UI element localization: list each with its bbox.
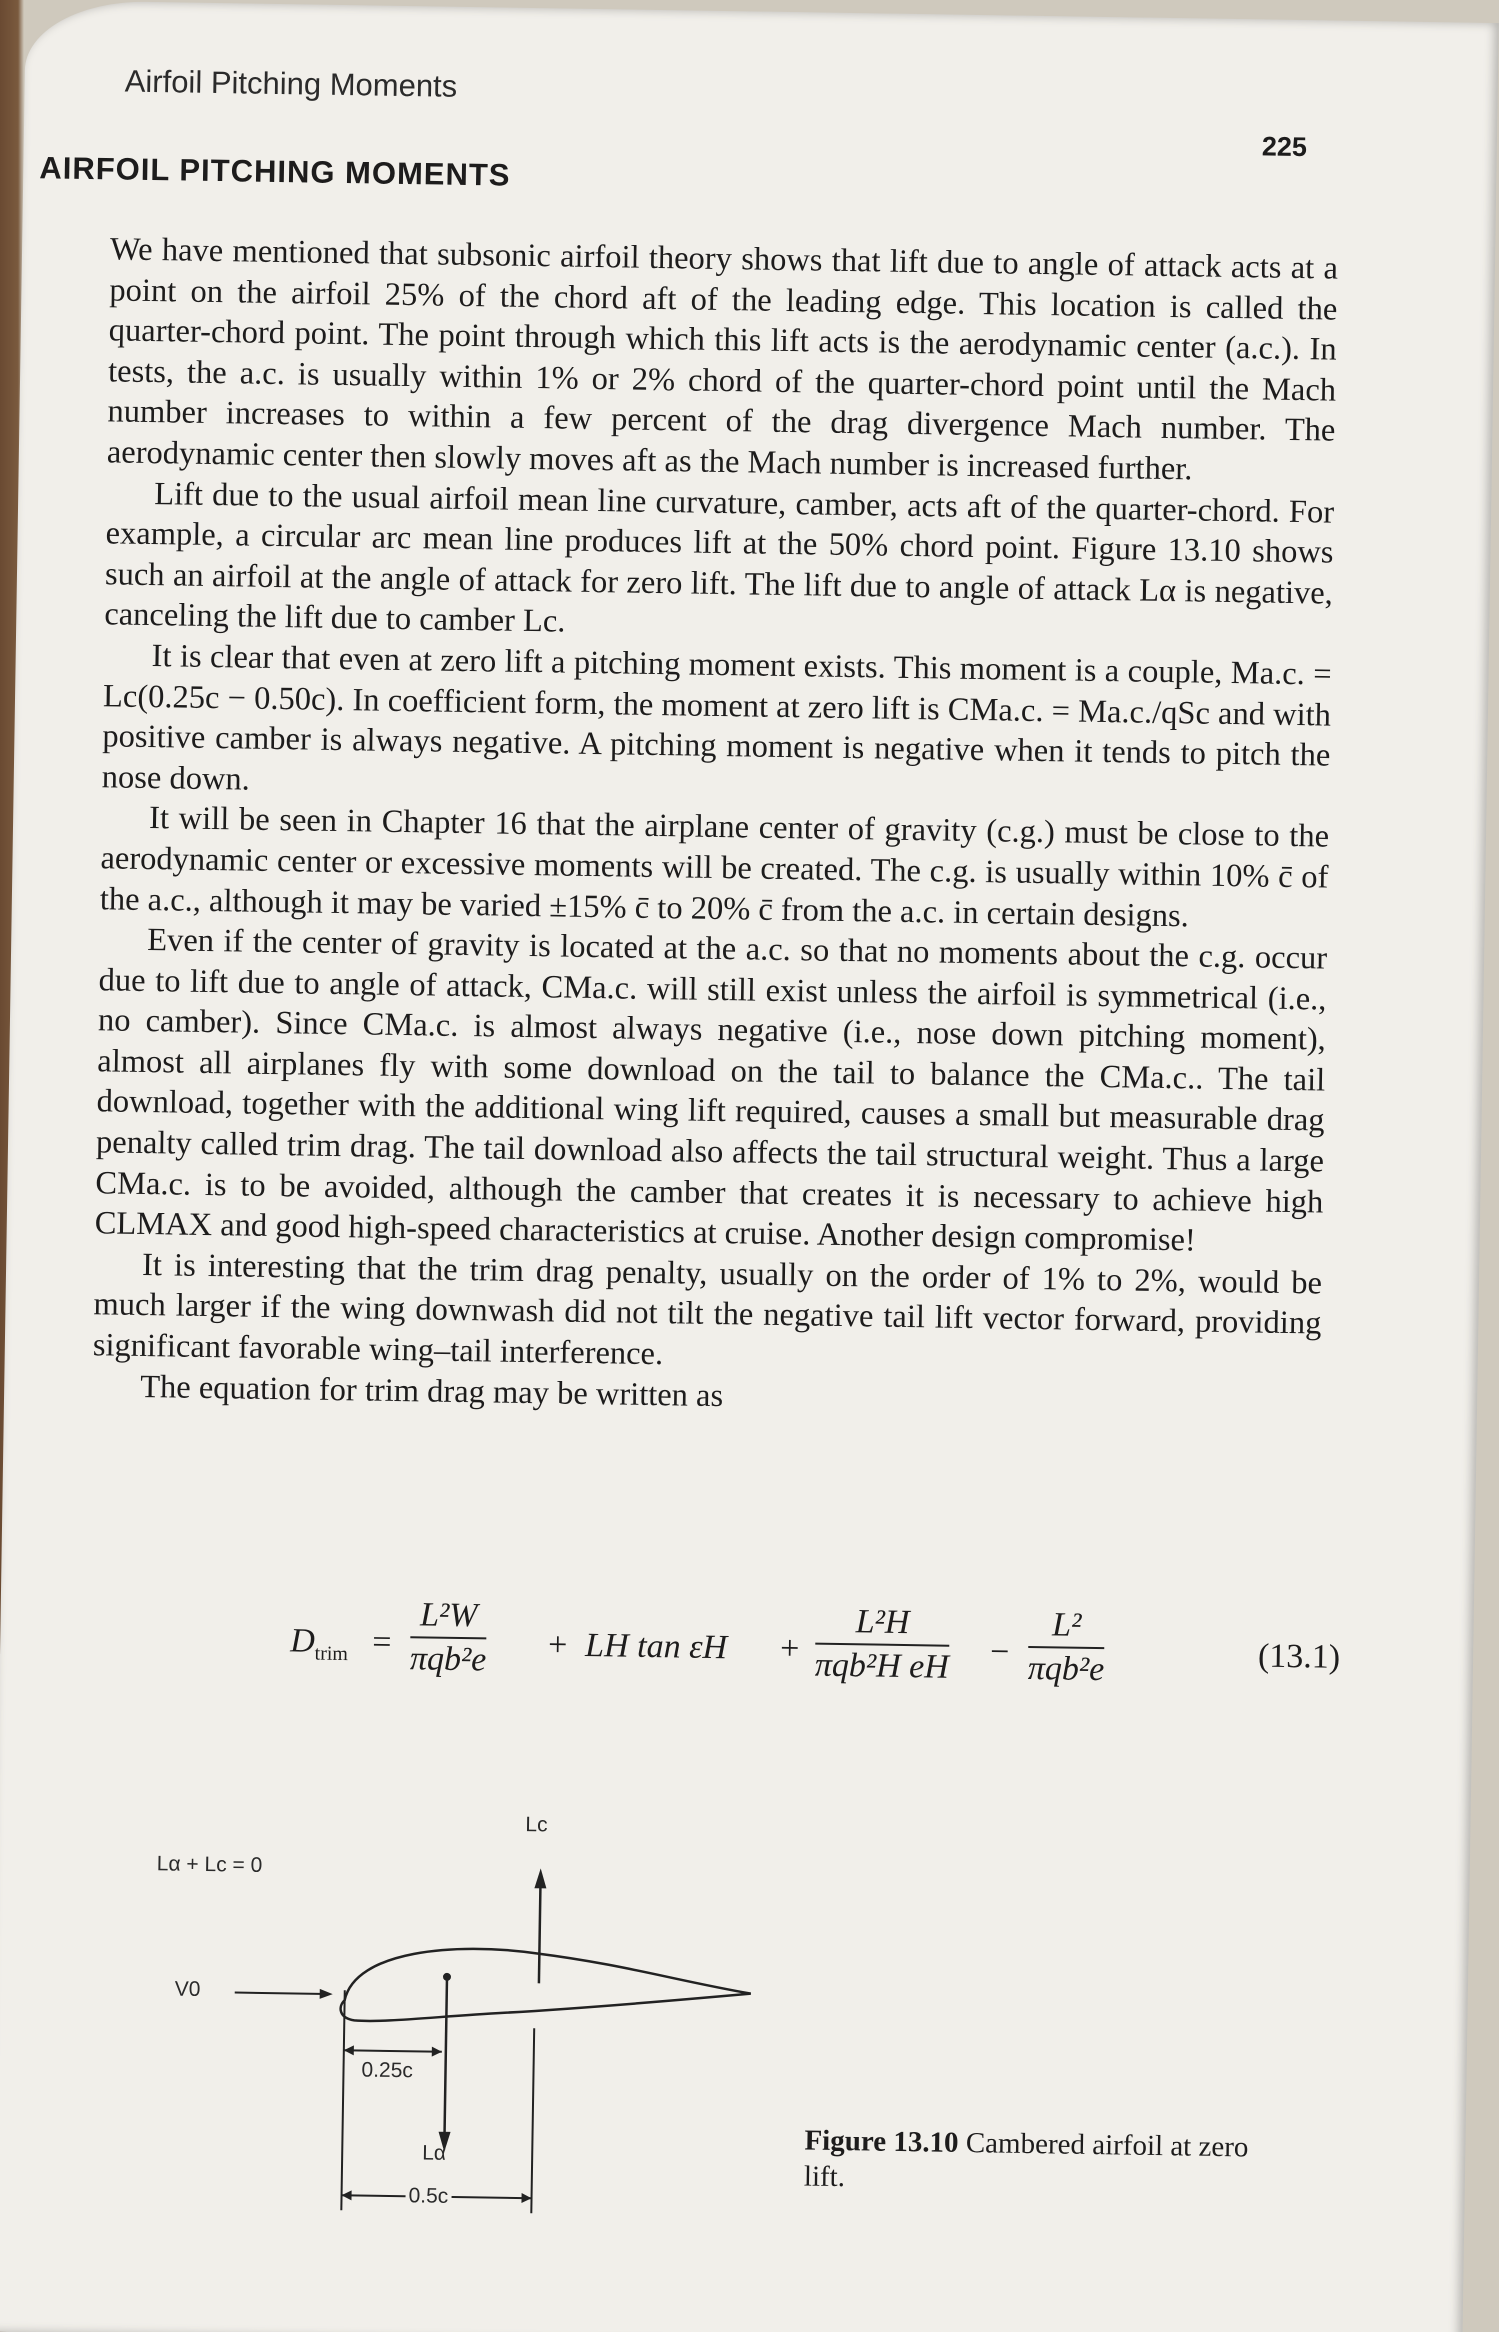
equation-number: (13.1): [1257, 1637, 1341, 1676]
arrowhead: [521, 2193, 531, 2203]
quarter-chord-point: [443, 1973, 451, 1981]
plus-sign: +: [547, 1626, 568, 1664]
paragraph: Lift due to the usual airfoil mean line curvature, camber, acts aft of the quarter-chord. For example, a circular arc mean line produces lift at the 50% chord point. Figure 13.10 shows such an airfoil at the angle of attack for zero lift. The lift due to angle of attack Lα is negative, canceling the lift due to camber Lc.: [104, 475, 1335, 640]
running-head: Airfoil Pitching Moments: [124, 63, 458, 104]
arrowhead: [341, 2190, 351, 2200]
plus-sign: +: [779, 1630, 800, 1668]
paragraph: Even if the center of gravity is located at the a.c. so that no moments about the c.g. occur due to lift due to angle of attack, CMa.c. will still exist unless the airfoil is symmetrical (i.e., no camber). Since CMa.c. is almost always negative (i.e., nose down pitching moment), almost all airplanes fly with some download on the tail to balance the CMa.c.. The tail download, together with the additional wing lift required, causes a small but measurable drag penalty called trim drag. The tail download also affects the tail structural weight. Thus a large CMa.c. is to be avoided, although the camber that creates it is necessary to achieve high CLMAX and good high-speed characteristics at cruise. Another design compromise!: [94, 922, 1328, 1259]
freestream-arrowhead: [320, 1989, 333, 1999]
label-025c: 0.25c: [361, 2058, 414, 2083]
fraction-term-3: L²H πqb²H eH: [814, 1603, 950, 1686]
label-sum: Lα + Lc = 0: [156, 1852, 263, 1877]
equation-13-1: [289, 1594, 1341, 1720]
lift-alpha-arrow: [444, 1977, 447, 2142]
arrowhead: [344, 2045, 354, 2055]
label-lc: Lc: [525, 1813, 548, 1837]
fraction-term-1: L²W πqb²e: [409, 1596, 487, 1679]
minus-sign: −: [989, 1633, 1010, 1671]
caption-text: Cambered airfoil at zero lift.: [803, 2127, 1249, 2194]
fraction-term-4: L² πqb²e: [1027, 1606, 1105, 1689]
label-v0: V0: [174, 1977, 201, 2001]
half-chord-reference: [531, 2028, 534, 2213]
freestream-arrow: [235, 1993, 327, 1994]
section-title: AIRFOIL PITCHING MOMENTS: [39, 150, 511, 193]
lift-camber-arrow: [539, 1878, 541, 1983]
equation-lhs: $D_{trim}$: [289, 1622, 349, 1666]
dimension-025c: [344, 2050, 442, 2052]
airfoil-outline: [340, 1947, 751, 2027]
arrowhead: [432, 2047, 442, 2057]
paragraph: It is interesting that the trim drag penalty, usually on the order of 1% to 2%, would be much larger if the wing downwash did not tilt the negative tail lift vector forward, providing significant favorable wing–tail interference.: [92, 1246, 1323, 1373]
paragraph: It is clear that even at zero lift a pitching moment exists. This moment is a couple, Ma.c. = Lc(0.25c − 0.50c). In coefficient form, the moment at zero lift is CMa.c. = Ma.c./qSc and with positive camber is always negative. A pitching moment is negative when it tends to pitch the nose down.: [101, 637, 1332, 798]
paragraph: We have mentioned that subsonic airfoil theory shows that lift due to angle of attack acts at a point on the airfoil 25% of the chord aft of the leading edge. This location is called the quarter-chord point. The point through which this lift acts is the aerodynamic center (a.c.). In tests, the a.c. is usually within 1% or 2% chord of the quarter-chord point until the Mach number increases to within a few percent of the drag divergence Mach number. The aerodynamic center then slowly moves aft as the Mach number is increased further.: [106, 231, 1339, 488]
paragraph: The equation for trim drag may be written as: [139, 1368, 724, 1414]
page-number: 225: [1261, 131, 1308, 163]
label-la: Lα: [422, 2141, 447, 2165]
leading-edge-reference: [341, 1990, 344, 2210]
figure-13-10: [151, 1787, 918, 2249]
equals-sign: =: [371, 1623, 392, 1661]
equation-term-2: LH tan εH: [584, 1626, 728, 1667]
paragraph: It will be seen in Chapter 16 that the airplane center of gravity (c.g.) must be close to the aerodynamic center or excessive moments will be created. The c.g. is usually within 10% c̄ of the a.c., although it may be varied ±15% c̄ to 20% c̄ from the a.c. in certain designs.: [99, 800, 1330, 934]
airfoil-diagram: [151, 1787, 918, 2249]
label-05c: 0.5c: [405, 2184, 451, 2209]
caption-number: Figure 13.10: [804, 2124, 959, 2159]
lift-camber-arrowhead: [534, 1868, 546, 1888]
body-text: [92, 229, 1338, 1425]
figure-caption: [804, 2122, 1275, 2201]
